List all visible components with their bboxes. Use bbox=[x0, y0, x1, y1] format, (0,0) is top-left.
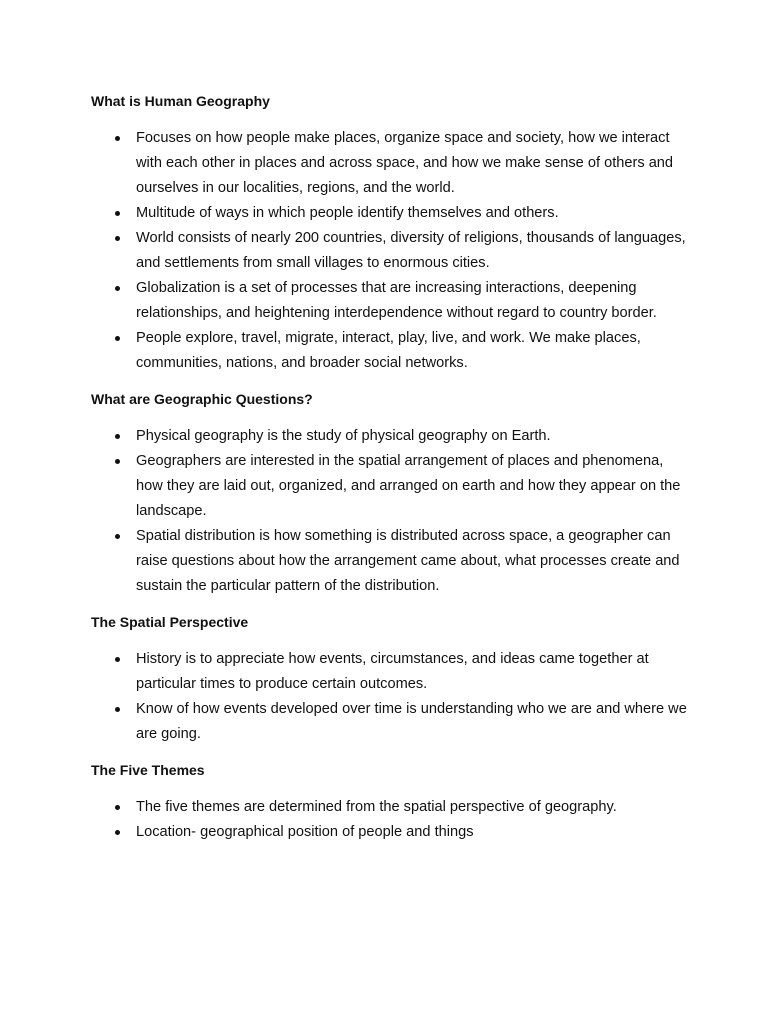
bullet-item: History is to appreciate how events, circumstances, and ideas came together at particular times to produce certain outcomes. bbox=[91, 647, 691, 697]
bullet-item: Know of how events developed over time is understanding who we are and where we are going. bbox=[91, 697, 691, 747]
bullet-item: Focuses on how people make places, organize space and society, how we interact with each other in places and across space, and how we make sense of others and ourselves in our localities, regions, and the world. bbox=[91, 126, 691, 201]
bullet-item: Spatial distribution is how something is distributed across space, a geographer can raise questions about how the arrangement came about, what processes create and sustain the particular pattern of the distribution. bbox=[91, 524, 691, 599]
section-heading: What are Geographic Questions? bbox=[91, 391, 313, 407]
bullet-item: The five themes are determined from the spatial perspective of geography. bbox=[91, 795, 691, 820]
bullet-list bbox=[91, 795, 691, 845]
section-geographic-questions bbox=[91, 388, 691, 599]
document-body bbox=[91, 90, 691, 845]
bullet-list bbox=[91, 647, 691, 747]
bullet-item: People explore, travel, migrate, interact, play, live, and work. We make places, communities, nations, and broader social networks. bbox=[91, 326, 691, 376]
bullet-item: Geographers are interested in the spatial arrangement of places and phenomena, how they are laid out, organized, and arranged on earth and how they appear on the landscape. bbox=[91, 449, 691, 524]
section-human-geography bbox=[91, 90, 691, 376]
bullet-item: World consists of nearly 200 countries, diversity of religions, thousands of languages, and settlements from small villages to enormous cities. bbox=[91, 226, 691, 276]
bullet-item: Physical geography is the study of physical geography on Earth. bbox=[91, 424, 691, 449]
section-heading: The Five Themes bbox=[91, 762, 205, 778]
section-five-themes bbox=[91, 759, 691, 845]
section-spatial-perspective bbox=[91, 611, 691, 747]
bullet-item: Multitude of ways in which people identify themselves and others. bbox=[91, 201, 691, 226]
bullet-item: Location- geographical position of people and things bbox=[91, 820, 691, 845]
bullet-list bbox=[91, 126, 691, 376]
bullet-list bbox=[91, 424, 691, 599]
bullet-item: Globalization is a set of processes that are increasing interactions, deepening relationships, and heightening interdependence without regard to country border. bbox=[91, 276, 691, 326]
section-heading: The Spatial Perspective bbox=[91, 614, 249, 630]
section-heading: What is Human Geography bbox=[91, 93, 270, 109]
